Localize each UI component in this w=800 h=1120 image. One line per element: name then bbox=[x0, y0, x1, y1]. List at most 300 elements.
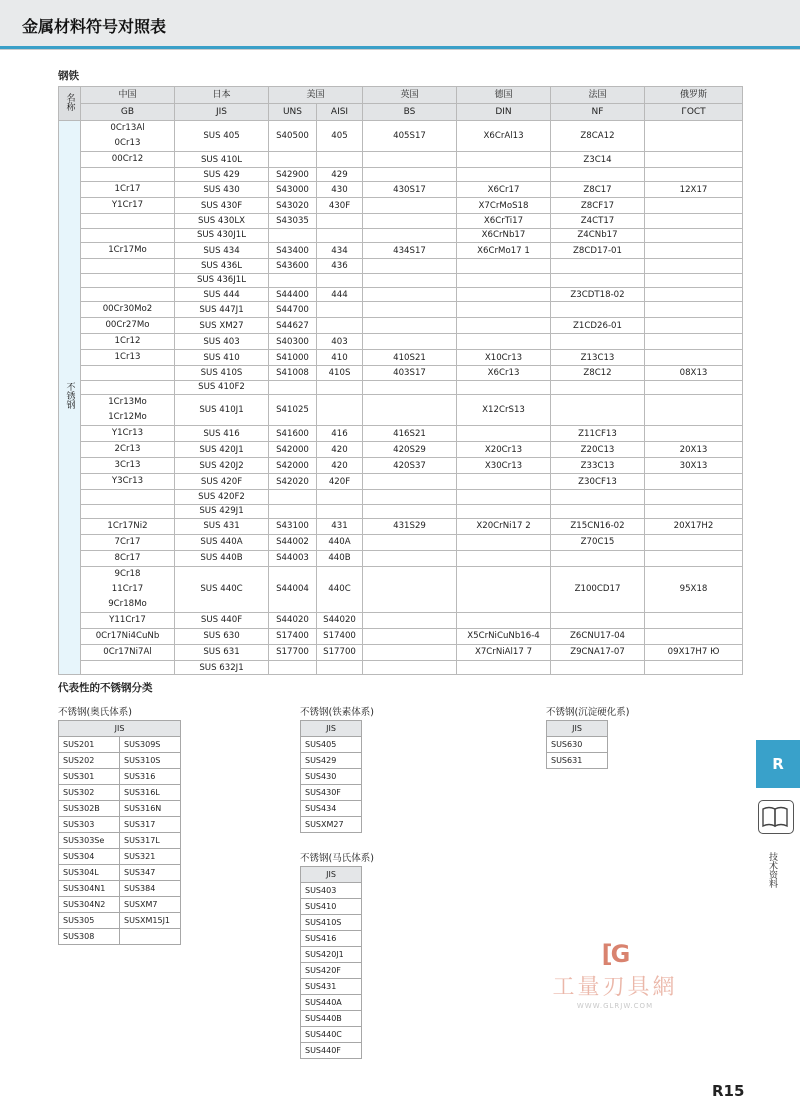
uns-cell: S17700 bbox=[269, 644, 317, 660]
bs-cell bbox=[363, 287, 457, 301]
table-row bbox=[59, 442, 743, 458]
jis-grade bbox=[120, 929, 181, 945]
jis-cell: SUS 434 bbox=[175, 243, 269, 259]
gost-cell: 08X13 bbox=[645, 366, 743, 380]
steel-section-label: 钢铁 bbox=[58, 70, 79, 82]
list-item bbox=[59, 913, 181, 929]
jis-grade: SUS304N1 bbox=[59, 881, 120, 897]
uns-cell: S40300 bbox=[269, 334, 317, 350]
nf-cell bbox=[551, 550, 645, 566]
list-item bbox=[301, 1027, 362, 1043]
austenitic-table bbox=[58, 720, 181, 945]
jis-grade: SUS440C bbox=[301, 1027, 362, 1043]
bs-cell bbox=[363, 273, 457, 287]
din-cell: X5CrNiCuNb16-4 bbox=[457, 628, 551, 644]
bs-cell: 434S17 bbox=[363, 243, 457, 259]
gb-cell: 0Cr17Ni4CuNb bbox=[81, 628, 175, 644]
aisi-cell: 420 bbox=[317, 442, 363, 458]
jis-cell: SUS 436L bbox=[175, 259, 269, 273]
nf-cell: Z8C12 bbox=[551, 366, 645, 380]
gb-cell: Y11Cr17 bbox=[81, 612, 175, 628]
watermark-name: 工量刃具網 bbox=[552, 975, 678, 1000]
aisi-cell: S44020 bbox=[317, 612, 363, 628]
nf-cell: Z20C13 bbox=[551, 442, 645, 458]
jis-cell: SUS 420F bbox=[175, 474, 269, 490]
country-header: 美国 bbox=[269, 87, 363, 104]
standard-header: AISI bbox=[317, 104, 363, 121]
din-cell: X30Cr13 bbox=[457, 458, 551, 474]
jis-grade: SUS631 bbox=[547, 753, 608, 769]
uns-cell bbox=[269, 490, 317, 504]
nf-cell: Z30CF13 bbox=[551, 474, 645, 490]
din-cell: X20Cr13 bbox=[457, 442, 551, 458]
jis-grade: SUS430F bbox=[301, 785, 362, 801]
aisi-cell bbox=[317, 490, 363, 504]
jis-header: JIS bbox=[301, 721, 362, 737]
standard-header: GB bbox=[81, 104, 175, 121]
jis-grade: SUS316 bbox=[120, 769, 181, 785]
uns-cell bbox=[269, 660, 317, 674]
jis-cell: SUS 429J1 bbox=[175, 504, 269, 518]
jis-cell: SUS 410J1 bbox=[175, 395, 269, 426]
gb-cell: 1Cr13Mo 1Cr12Mo bbox=[81, 395, 175, 426]
list-item bbox=[59, 737, 181, 753]
jis-cell: SUS 410S bbox=[175, 366, 269, 380]
jis-grade: SUS440A bbox=[301, 995, 362, 1011]
nf-cell: Z70C15 bbox=[551, 534, 645, 550]
table-row bbox=[59, 490, 743, 504]
uns-cell: S43035 bbox=[269, 214, 317, 228]
nf-cell bbox=[551, 334, 645, 350]
gb-cell bbox=[81, 366, 175, 380]
table-row bbox=[59, 302, 743, 318]
gost-cell bbox=[645, 243, 743, 259]
jis-grade: SUS303Se bbox=[59, 833, 120, 849]
bs-cell bbox=[363, 612, 457, 628]
aisi-cell: 420 bbox=[317, 458, 363, 474]
jis-grade: SUS440F bbox=[301, 1043, 362, 1059]
nf-cell: Z3CDT18-02 bbox=[551, 287, 645, 301]
din-cell bbox=[457, 152, 551, 168]
gb-cell bbox=[81, 214, 175, 228]
aisi-cell: S17700 bbox=[317, 644, 363, 660]
bs-cell bbox=[363, 628, 457, 644]
din-cell: X12CrS13 bbox=[457, 395, 551, 426]
aisi-cell bbox=[317, 273, 363, 287]
nf-cell bbox=[551, 395, 645, 426]
din-cell bbox=[457, 490, 551, 504]
gb-cell: 1Cr17 bbox=[81, 182, 175, 198]
standard-header: BS bbox=[363, 104, 457, 121]
bs-cell: 420S29 bbox=[363, 442, 457, 458]
gb-cell: Y3Cr13 bbox=[81, 474, 175, 490]
bs-cell bbox=[363, 259, 457, 273]
bs-cell bbox=[363, 334, 457, 350]
section-tab-r[interactable]: R bbox=[756, 740, 800, 788]
jis-cell: SUS 420J1 bbox=[175, 442, 269, 458]
din-cell: X6Cr17 bbox=[457, 182, 551, 198]
table-row bbox=[59, 612, 743, 628]
representative-title: 代表性的不锈钢分类 bbox=[58, 682, 153, 694]
din-cell: X6Cr13 bbox=[457, 366, 551, 380]
gb-cell: Y1Cr13 bbox=[81, 426, 175, 442]
gost-cell bbox=[645, 380, 743, 394]
list-item bbox=[59, 833, 181, 849]
jis-grade: SUS440B bbox=[301, 1011, 362, 1027]
din-cell bbox=[457, 273, 551, 287]
nf-cell: Z3C14 bbox=[551, 152, 645, 168]
din-cell bbox=[457, 287, 551, 301]
gb-cell: 1Cr17Mo bbox=[81, 243, 175, 259]
table-row bbox=[59, 426, 743, 442]
uns-cell bbox=[269, 380, 317, 394]
uns-cell bbox=[269, 504, 317, 518]
jis-cell: SUS 436J1L bbox=[175, 273, 269, 287]
gost-cell: 95X18 bbox=[645, 566, 743, 612]
nf-cell bbox=[551, 168, 645, 182]
list-item bbox=[59, 865, 181, 881]
table-row bbox=[59, 644, 743, 660]
din-cell bbox=[457, 660, 551, 674]
list-item bbox=[59, 929, 181, 945]
uns-cell bbox=[269, 273, 317, 287]
table-row bbox=[59, 660, 743, 674]
gb-cell: 8Cr17 bbox=[81, 550, 175, 566]
gost-cell: 09X17H7 Ю bbox=[645, 644, 743, 660]
bs-cell bbox=[363, 504, 457, 518]
table-row bbox=[59, 504, 743, 518]
list-item bbox=[59, 897, 181, 913]
din-cell bbox=[457, 259, 551, 273]
aisi-cell: 429 bbox=[317, 168, 363, 182]
aisi-cell: 436 bbox=[317, 259, 363, 273]
jis-cell: SUS XM27 bbox=[175, 318, 269, 334]
uns-cell: S44627 bbox=[269, 318, 317, 334]
list-item bbox=[301, 931, 362, 947]
din-cell: X7CrMoS18 bbox=[457, 198, 551, 214]
country-header: 德国 bbox=[457, 87, 551, 104]
jis-grade: SUS420F bbox=[301, 963, 362, 979]
gost-cell bbox=[645, 660, 743, 674]
jis-grade: SUS304 bbox=[59, 849, 120, 865]
gb-cell bbox=[81, 380, 175, 394]
list-item bbox=[547, 753, 608, 769]
gb-cell: Y1Cr17 bbox=[81, 198, 175, 214]
jis-cell: SUS 444 bbox=[175, 287, 269, 301]
bs-cell bbox=[363, 534, 457, 550]
gb-cell bbox=[81, 490, 175, 504]
gost-cell bbox=[645, 474, 743, 490]
jis-cell: SUS 632J1 bbox=[175, 660, 269, 674]
aisi-cell: 430 bbox=[317, 182, 363, 198]
bs-cell bbox=[363, 395, 457, 426]
jis-grade: SUS303 bbox=[59, 817, 120, 833]
din-cell bbox=[457, 380, 551, 394]
gost-cell bbox=[645, 334, 743, 350]
jis-grade: SUS202 bbox=[59, 753, 120, 769]
jis-grade: SUS403 bbox=[301, 883, 362, 899]
standard-header: ГОСТ bbox=[645, 104, 743, 121]
jis-grade: SUS410S bbox=[301, 915, 362, 931]
jis-cell: SUS 440F bbox=[175, 612, 269, 628]
gb-cell: 3Cr13 bbox=[81, 458, 175, 474]
technical-data-label: 技术资料 bbox=[767, 852, 777, 888]
aisi-cell: 410S bbox=[317, 366, 363, 380]
bs-cell: 420S37 bbox=[363, 458, 457, 474]
gost-cell bbox=[645, 350, 743, 366]
jis-cell: SUS 405 bbox=[175, 121, 269, 152]
jis-cell: SUS 440A bbox=[175, 534, 269, 550]
nf-cell bbox=[551, 490, 645, 504]
jis-cell: SUS 416 bbox=[175, 426, 269, 442]
category-cell: 不锈钢 bbox=[59, 121, 81, 675]
jis-cell: SUS 440C bbox=[175, 566, 269, 612]
uns-cell: S43400 bbox=[269, 243, 317, 259]
aisi-cell: 403 bbox=[317, 334, 363, 350]
gb-cell: 00Cr12 bbox=[81, 152, 175, 168]
list-item bbox=[547, 737, 608, 753]
jis-cell: SUS 420J2 bbox=[175, 458, 269, 474]
nf-cell: Z13C13 bbox=[551, 350, 645, 366]
bs-cell bbox=[363, 228, 457, 242]
bs-cell bbox=[363, 168, 457, 182]
list-item bbox=[301, 1011, 362, 1027]
page-number: R15 bbox=[712, 1082, 745, 1100]
name-column-header: 名称 bbox=[59, 87, 81, 121]
aisi-cell: 420F bbox=[317, 474, 363, 490]
jis-grade: SUSXM7 bbox=[120, 897, 181, 913]
gost-cell bbox=[645, 214, 743, 228]
aisi-cell: 431 bbox=[317, 518, 363, 534]
din-cell bbox=[457, 504, 551, 518]
din-cell bbox=[457, 566, 551, 612]
nf-cell bbox=[551, 302, 645, 318]
aisi-cell: 416 bbox=[317, 426, 363, 442]
country-header: 日本 bbox=[175, 87, 269, 104]
jis-header: JIS bbox=[59, 721, 181, 737]
uns-cell: S44700 bbox=[269, 302, 317, 318]
jis-grade: SUS310S bbox=[120, 753, 181, 769]
table-row bbox=[59, 518, 743, 534]
uns-cell: S44020 bbox=[269, 612, 317, 628]
gost-cell bbox=[645, 259, 743, 273]
aisi-cell: 430F bbox=[317, 198, 363, 214]
gb-cell bbox=[81, 504, 175, 518]
uns-cell: S42020 bbox=[269, 474, 317, 490]
table-row bbox=[59, 168, 743, 182]
uns-cell: S44400 bbox=[269, 287, 317, 301]
jis-grade: SUS434 bbox=[301, 801, 362, 817]
uns-cell: S43100 bbox=[269, 518, 317, 534]
bs-cell: 403S17 bbox=[363, 366, 457, 380]
aisi-cell bbox=[317, 504, 363, 518]
aisi-cell bbox=[317, 302, 363, 318]
table-row bbox=[59, 152, 743, 168]
uns-cell: S43000 bbox=[269, 182, 317, 198]
gost-cell bbox=[645, 228, 743, 242]
jis-grade: SUS431 bbox=[301, 979, 362, 995]
jis-grade: SUS321 bbox=[120, 849, 181, 865]
list-item bbox=[301, 1043, 362, 1059]
jis-grade: SUS416 bbox=[301, 931, 362, 947]
uns-cell: S41025 bbox=[269, 395, 317, 426]
watermark-logo: [G bbox=[601, 940, 629, 968]
din-cell: X6CrNb17 bbox=[457, 228, 551, 242]
jis-grade: SUS201 bbox=[59, 737, 120, 753]
standard-header: UNS bbox=[269, 104, 317, 121]
standard-header: JIS bbox=[175, 104, 269, 121]
nf-cell: Z100CD17 bbox=[551, 566, 645, 612]
list-item bbox=[59, 881, 181, 897]
table-row bbox=[59, 182, 743, 198]
uns-cell: S42000 bbox=[269, 442, 317, 458]
gost-cell: 20X17H2 bbox=[645, 518, 743, 534]
din-cell bbox=[457, 550, 551, 566]
table-row bbox=[59, 318, 743, 334]
nf-cell: Z9CNA17-07 bbox=[551, 644, 645, 660]
nf-cell bbox=[551, 380, 645, 394]
jis-grade: SUS420J1 bbox=[301, 947, 362, 963]
din-cell bbox=[457, 302, 551, 318]
nf-cell bbox=[551, 660, 645, 674]
nf-cell: Z6CNU17-04 bbox=[551, 628, 645, 644]
table-row bbox=[59, 474, 743, 490]
aisi-cell: S17400 bbox=[317, 628, 363, 644]
list-item bbox=[301, 979, 362, 995]
list-item bbox=[59, 849, 181, 865]
table-row bbox=[59, 121, 743, 152]
nf-cell: Z8C17 bbox=[551, 182, 645, 198]
aisi-cell: 440A bbox=[317, 534, 363, 550]
list-item bbox=[59, 753, 181, 769]
aisi-cell: 440C bbox=[317, 566, 363, 612]
ferritic-title: 不锈钢(铁素体系) bbox=[300, 707, 374, 718]
uns-cell: S17400 bbox=[269, 628, 317, 644]
nf-cell: Z8CA12 bbox=[551, 121, 645, 152]
jis-cell: SUS 440B bbox=[175, 550, 269, 566]
gb-cell: 0Cr17Ni7Al bbox=[81, 644, 175, 660]
gb-cell bbox=[81, 168, 175, 182]
jis-grade: SUS430 bbox=[301, 769, 362, 785]
jis-cell: SUS 630 bbox=[175, 628, 269, 644]
book-icon bbox=[758, 800, 794, 834]
nf-cell: Z11CF13 bbox=[551, 426, 645, 442]
gost-cell bbox=[645, 168, 743, 182]
gb-cell bbox=[81, 273, 175, 287]
jis-cell: SUS 430F bbox=[175, 198, 269, 214]
list-item bbox=[301, 995, 362, 1011]
uns-cell: S40500 bbox=[269, 121, 317, 152]
jis-grade: SUS316N bbox=[120, 801, 181, 817]
nf-cell: Z4CT17 bbox=[551, 214, 645, 228]
bs-cell: 431S29 bbox=[363, 518, 457, 534]
list-item bbox=[301, 883, 362, 899]
jis-cell: SUS 447J1 bbox=[175, 302, 269, 318]
gb-cell: 2Cr13 bbox=[81, 442, 175, 458]
ferritic-table bbox=[300, 720, 362, 833]
jis-grade: SUS308 bbox=[59, 929, 120, 945]
steel-comparison-table bbox=[58, 86, 743, 675]
nf-cell: Z33C13 bbox=[551, 458, 645, 474]
gb-cell: 00Cr27Mo bbox=[81, 318, 175, 334]
list-item bbox=[59, 801, 181, 817]
nf-cell bbox=[551, 259, 645, 273]
jis-grade: SUSXM15J1 bbox=[120, 913, 181, 929]
bs-cell: 416S21 bbox=[363, 426, 457, 442]
page-header bbox=[0, 0, 800, 50]
bs-cell bbox=[363, 302, 457, 318]
list-item bbox=[59, 817, 181, 833]
gost-cell bbox=[645, 273, 743, 287]
nf-cell bbox=[551, 612, 645, 628]
bs-cell: 410S21 bbox=[363, 350, 457, 366]
nf-cell bbox=[551, 504, 645, 518]
jis-grade: SUS410 bbox=[301, 899, 362, 915]
nf-cell: Z8CD17-01 bbox=[551, 243, 645, 259]
table-row bbox=[59, 287, 743, 301]
gb-cell: 1Cr17Ni2 bbox=[81, 518, 175, 534]
gb-cell bbox=[81, 259, 175, 273]
gb-cell: 9Cr18 11Cr17 9Cr18Mo bbox=[81, 566, 175, 612]
country-header: 英国 bbox=[363, 87, 457, 104]
bs-cell bbox=[363, 550, 457, 566]
jis-cell: SUS 410F2 bbox=[175, 380, 269, 394]
steel-table-body bbox=[59, 121, 743, 675]
list-item bbox=[301, 801, 362, 817]
precipitation-table bbox=[546, 720, 608, 769]
table-row bbox=[59, 259, 743, 273]
uns-cell bbox=[269, 228, 317, 242]
table-row bbox=[59, 350, 743, 366]
jis-cell: SUS 410 bbox=[175, 350, 269, 366]
uns-cell: S41000 bbox=[269, 350, 317, 366]
martensitic-table bbox=[300, 866, 362, 1059]
din-cell bbox=[457, 474, 551, 490]
din-cell: X10Cr13 bbox=[457, 350, 551, 366]
list-item bbox=[59, 785, 181, 801]
gb-cell: 1Cr12 bbox=[81, 334, 175, 350]
list-item bbox=[301, 769, 362, 785]
uns-cell: S43020 bbox=[269, 198, 317, 214]
bs-cell bbox=[363, 318, 457, 334]
bs-cell bbox=[363, 490, 457, 504]
jis-cell: SUS 403 bbox=[175, 334, 269, 350]
bs-cell bbox=[363, 214, 457, 228]
jis-grade: SUS305 bbox=[59, 913, 120, 929]
din-cell: X6CrTi17 bbox=[457, 214, 551, 228]
aisi-cell bbox=[317, 228, 363, 242]
watermark-url: WWW.GLRJW.COM bbox=[576, 1002, 654, 1010]
uns-cell: S43600 bbox=[269, 259, 317, 273]
bs-cell bbox=[363, 660, 457, 674]
gb-cell: 7Cr17 bbox=[81, 534, 175, 550]
precipitation-title: 不锈钢(沉淀硬化系) bbox=[546, 707, 630, 718]
standard-header: NF bbox=[551, 104, 645, 121]
gb-cell: 0Cr13Al 0Cr13 bbox=[81, 121, 175, 152]
bs-cell bbox=[363, 566, 457, 612]
bs-cell bbox=[363, 380, 457, 394]
gost-cell bbox=[645, 490, 743, 504]
austenitic-title: 不锈钢(奥氏体系) bbox=[58, 707, 132, 718]
list-item bbox=[301, 753, 362, 769]
din-cell bbox=[457, 168, 551, 182]
nf-cell bbox=[551, 273, 645, 287]
jis-cell: SUS 631 bbox=[175, 644, 269, 660]
jis-cell: SUS 410L bbox=[175, 152, 269, 168]
din-cell: X6CrMo17 1 bbox=[457, 243, 551, 259]
gost-cell bbox=[645, 395, 743, 426]
din-cell: X20CrNi17 2 bbox=[457, 518, 551, 534]
